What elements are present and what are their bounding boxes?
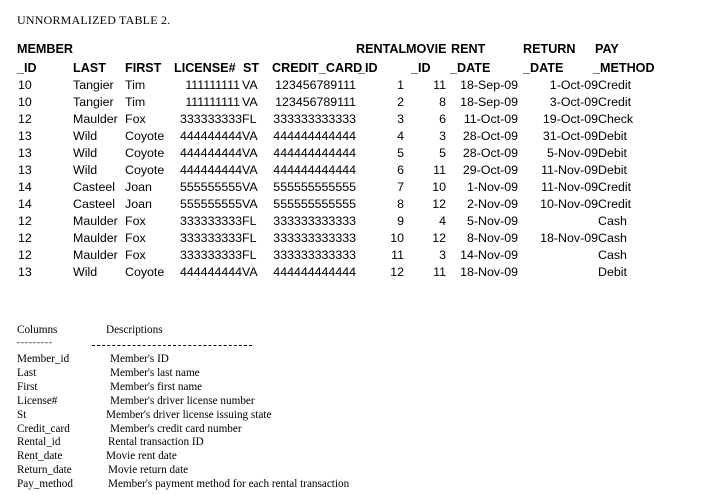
cell-member-id: 12 bbox=[18, 112, 32, 126]
cell-pay-method: Credit bbox=[598, 180, 632, 194]
cell-st: VA bbox=[242, 197, 258, 211]
cell-last: Casteel bbox=[73, 197, 116, 211]
description-text: Member's driver license number bbox=[110, 394, 255, 407]
description-column-name: Last bbox=[17, 366, 37, 379]
cell-pay-method: Credit bbox=[598, 197, 632, 211]
description-column-name: Rental_id bbox=[17, 436, 61, 449]
cell-st: FL bbox=[242, 231, 257, 245]
header-last: LAST bbox=[73, 61, 106, 75]
header-rental-top: RENTAL bbox=[356, 42, 407, 56]
cell-license: 555555555 bbox=[180, 180, 243, 194]
cell-first: Fox bbox=[125, 112, 146, 126]
cell-rent-date: 18-Sep-09 bbox=[460, 78, 518, 92]
header-rent-top: RENT bbox=[451, 42, 486, 56]
cell-return-date: 3-Oct-09 bbox=[549, 95, 598, 109]
cell-first: Fox bbox=[125, 231, 146, 245]
cell-first: Fox bbox=[125, 248, 146, 262]
cell-pay-method: Cash bbox=[598, 231, 627, 245]
cell-rent-date: 18-Nov-09 bbox=[460, 265, 518, 279]
description-text: Member's last name bbox=[110, 366, 200, 379]
cell-first: Coyote bbox=[125, 163, 165, 177]
cell-first: Fox bbox=[125, 214, 146, 228]
cell-license: 444444444 bbox=[180, 163, 243, 177]
cell-credit-card: 333333333333 bbox=[273, 214, 356, 228]
cell-rental-id: 8 bbox=[397, 197, 404, 211]
cell-rent-date: 11-Oct-09 bbox=[463, 112, 518, 126]
cell-return-date: 11-Nov-09 bbox=[541, 163, 598, 177]
cell-member-id: 13 bbox=[18, 265, 32, 279]
cell-member-id: 13 bbox=[18, 163, 32, 177]
header-pay-top: PAY bbox=[595, 42, 619, 56]
header-return-top: RETURN bbox=[523, 42, 576, 56]
cell-movie-id: 8 bbox=[439, 95, 446, 109]
description-column-name: Credit_card bbox=[17, 422, 70, 435]
cell-movie-id: 11 bbox=[433, 163, 446, 177]
description-column-name: Return_date bbox=[17, 464, 72, 477]
description-text: Member's driver license issuing state bbox=[106, 408, 272, 421]
cell-last: Wild bbox=[73, 163, 98, 177]
cell-license: 444444444 bbox=[180, 129, 243, 143]
cell-return-date: 11-Nov-09 bbox=[541, 180, 598, 194]
cell-license: 111111111 bbox=[185, 78, 240, 92]
cell-movie-id: 12 bbox=[432, 197, 446, 211]
header-first: FIRST bbox=[125, 61, 162, 75]
cell-rental-id: 1 bbox=[397, 78, 404, 92]
cell-member-id: 13 bbox=[18, 129, 32, 143]
cell-return-date: 19-Oct-09 bbox=[542, 112, 598, 126]
cell-rent-date: 5-Nov-09 bbox=[467, 214, 518, 228]
cell-first: Joan bbox=[125, 197, 152, 211]
cell-first: Tim bbox=[125, 95, 146, 109]
cell-return-date: 10-Nov-09 bbox=[540, 197, 598, 211]
cell-member-id: 12 bbox=[18, 248, 32, 262]
cell-last: Tangier bbox=[73, 78, 114, 92]
header-pay-bottom: _METHOD bbox=[593, 61, 655, 75]
cell-st: FL bbox=[242, 248, 257, 262]
cell-pay-method: Debit bbox=[598, 129, 627, 143]
cell-rental-id: 7 bbox=[397, 180, 404, 194]
cell-last: Wild bbox=[73, 129, 98, 143]
cell-pay-method: Debit bbox=[598, 163, 627, 177]
descriptions-rule bbox=[92, 345, 252, 346]
cell-member-id: 13 bbox=[18, 146, 32, 160]
cell-license: 333333333 bbox=[180, 214, 243, 228]
cell-movie-id: 6 bbox=[439, 112, 446, 126]
cell-rental-id: 2 bbox=[397, 95, 404, 109]
cell-license: 333333333 bbox=[180, 248, 243, 262]
cell-first: Coyote bbox=[125, 146, 165, 160]
cell-credit-card: 333333333333 bbox=[273, 248, 356, 262]
description-column-name: License# bbox=[17, 394, 58, 407]
cell-credit-card: 123456789111 bbox=[275, 95, 356, 109]
cell-rental-id: 12 bbox=[390, 265, 404, 279]
cell-last: Wild bbox=[73, 146, 98, 160]
cell-st: VA bbox=[242, 180, 258, 194]
description-text: Movie return date bbox=[108, 464, 189, 477]
cell-return-date: 31-Oct-09 bbox=[542, 129, 598, 143]
description-column-name: Member_id bbox=[17, 353, 70, 365]
header-movie-top: MOVIE bbox=[406, 42, 447, 56]
description-text: Member's credit card number bbox=[110, 422, 242, 435]
cell-license: 444444444 bbox=[180, 146, 243, 160]
cell-rent-date: 14-Nov-09 bbox=[460, 248, 518, 262]
header-st: ST bbox=[243, 61, 260, 75]
cell-license: 333333333 bbox=[180, 112, 243, 126]
cell-rent-date: 1-Nov-09 bbox=[467, 180, 518, 194]
cell-credit-card: 555555555555 bbox=[273, 197, 356, 211]
cell-last: Maulder bbox=[73, 231, 118, 245]
cell-pay-method: Debit bbox=[598, 265, 627, 279]
header-member-bottom: _ID bbox=[17, 61, 37, 75]
cell-first: Coyote bbox=[125, 265, 165, 279]
cell-rent-date: 18-Sep-09 bbox=[460, 95, 518, 109]
document-title: UNNORMALIZED TABLE 2. bbox=[17, 13, 171, 27]
cell-movie-id: 10 bbox=[432, 180, 446, 194]
cell-member-id: 14 bbox=[18, 180, 32, 194]
cell-return-date: 1-Oct-09 bbox=[549, 78, 598, 92]
description-text: Member's payment method for each rental transaction bbox=[108, 478, 350, 491]
cell-pay-method: Cash bbox=[598, 214, 627, 228]
cell-rental-id: 3 bbox=[397, 112, 404, 126]
cell-st: VA bbox=[242, 163, 258, 177]
cell-first: Joan bbox=[125, 180, 152, 194]
cell-member-id: 12 bbox=[18, 214, 32, 228]
description-column-name: Pay_method bbox=[17, 478, 73, 491]
cell-rental-id: 9 bbox=[397, 214, 404, 228]
cell-credit-card: 123456789111 bbox=[275, 78, 356, 92]
header-credit-card: CREDIT_CARD bbox=[272, 61, 363, 75]
cell-last: Wild bbox=[73, 265, 98, 279]
cell-pay-method: Cash bbox=[598, 248, 627, 262]
cell-last: Maulder bbox=[73, 248, 118, 262]
cell-return-date: 5-Nov-09 bbox=[547, 146, 598, 160]
cell-rental-id: 6 bbox=[397, 163, 404, 177]
description-column-name: St bbox=[17, 408, 27, 421]
cell-credit-card: 333333333333 bbox=[273, 112, 356, 126]
cell-license: 444444444 bbox=[180, 265, 243, 279]
cell-rental-id: 4 bbox=[397, 129, 404, 143]
cell-first: Coyote bbox=[125, 129, 165, 143]
description-text: Movie rent date bbox=[106, 450, 177, 463]
cell-license: 111111111 bbox=[185, 95, 240, 109]
cell-movie-id: 3 bbox=[439, 248, 446, 262]
cell-movie-id: 4 bbox=[439, 214, 446, 228]
cell-credit-card: 444444444444 bbox=[273, 163, 356, 177]
cell-pay-method: Credit bbox=[598, 78, 632, 92]
cell-movie-id: 11 bbox=[433, 265, 446, 279]
cell-rent-date: 29-Oct-09 bbox=[462, 163, 518, 177]
columns-header: Columns bbox=[17, 324, 58, 336]
cell-credit-card: 555555555555 bbox=[273, 180, 356, 194]
cell-first: Tim bbox=[125, 78, 146, 92]
cell-credit-card: 444444444444 bbox=[273, 129, 356, 143]
description-text: Rental transaction ID bbox=[108, 436, 204, 449]
cell-credit-card: 333333333333 bbox=[273, 231, 356, 245]
header-rental-bottom: _ID bbox=[358, 61, 378, 75]
cell-movie-id: 12 bbox=[432, 231, 446, 245]
cell-last: Casteel bbox=[73, 180, 116, 194]
header-return-bottom: _DATE bbox=[523, 61, 564, 75]
cell-rent-date: 8-Nov-09 bbox=[467, 231, 518, 245]
cell-movie-id: 3 bbox=[439, 129, 446, 143]
cell-pay-method: Credit bbox=[598, 95, 632, 109]
description-column-name: Rent_date bbox=[17, 450, 63, 463]
cell-license: 555555555 bbox=[180, 197, 243, 211]
descriptions-header: Descriptions bbox=[106, 324, 163, 336]
cell-st: VA bbox=[242, 129, 258, 143]
cell-rental-id: 10 bbox=[390, 231, 404, 245]
cell-rental-id: 11 bbox=[391, 248, 404, 262]
cell-member-id: 14 bbox=[18, 197, 32, 211]
cell-st: FL bbox=[242, 214, 257, 228]
cell-pay-method: Debit bbox=[598, 146, 627, 160]
header-movie-bottom: _ID bbox=[411, 61, 431, 75]
cell-credit-card: 444444444444 bbox=[273, 146, 356, 160]
cell-return-date: 18-Nov-09 bbox=[540, 231, 598, 245]
cell-last: Maulder bbox=[73, 214, 118, 228]
description-column-name: First bbox=[17, 380, 38, 393]
header-member-top: MEMBER bbox=[17, 42, 73, 56]
cell-st: FL bbox=[242, 112, 257, 126]
cell-movie-id: 5 bbox=[439, 146, 446, 160]
cell-credit-card: 444444444444 bbox=[273, 265, 356, 279]
cell-member-id: 12 bbox=[18, 231, 32, 245]
cell-movie-id: 11 bbox=[433, 78, 446, 92]
header-rent-bottom: _DATE bbox=[450, 61, 491, 75]
description-text: Member's ID bbox=[110, 353, 169, 365]
header-license: LICENSE# bbox=[174, 61, 236, 75]
cell-last: Tangier bbox=[73, 95, 114, 109]
cell-rent-date: 2-Nov-09 bbox=[467, 197, 518, 211]
description-text: Member's first name bbox=[110, 380, 203, 393]
cell-member-id: 10 bbox=[18, 95, 32, 109]
cell-pay-method: Check bbox=[598, 112, 634, 126]
columns-rule: --------- bbox=[17, 337, 53, 347]
cell-st: VA bbox=[242, 78, 258, 92]
cell-rent-date: 28-Oct-09 bbox=[462, 129, 518, 143]
cell-st: VA bbox=[242, 146, 258, 160]
cell-rent-date: 28-Oct-09 bbox=[462, 146, 518, 160]
cell-rental-id: 5 bbox=[397, 146, 404, 160]
cell-st: VA bbox=[242, 265, 258, 279]
cell-member-id: 10 bbox=[18, 78, 32, 92]
cell-st: VA bbox=[242, 95, 258, 109]
cell-license: 333333333 bbox=[180, 231, 243, 245]
cell-last: Maulder bbox=[73, 112, 118, 126]
